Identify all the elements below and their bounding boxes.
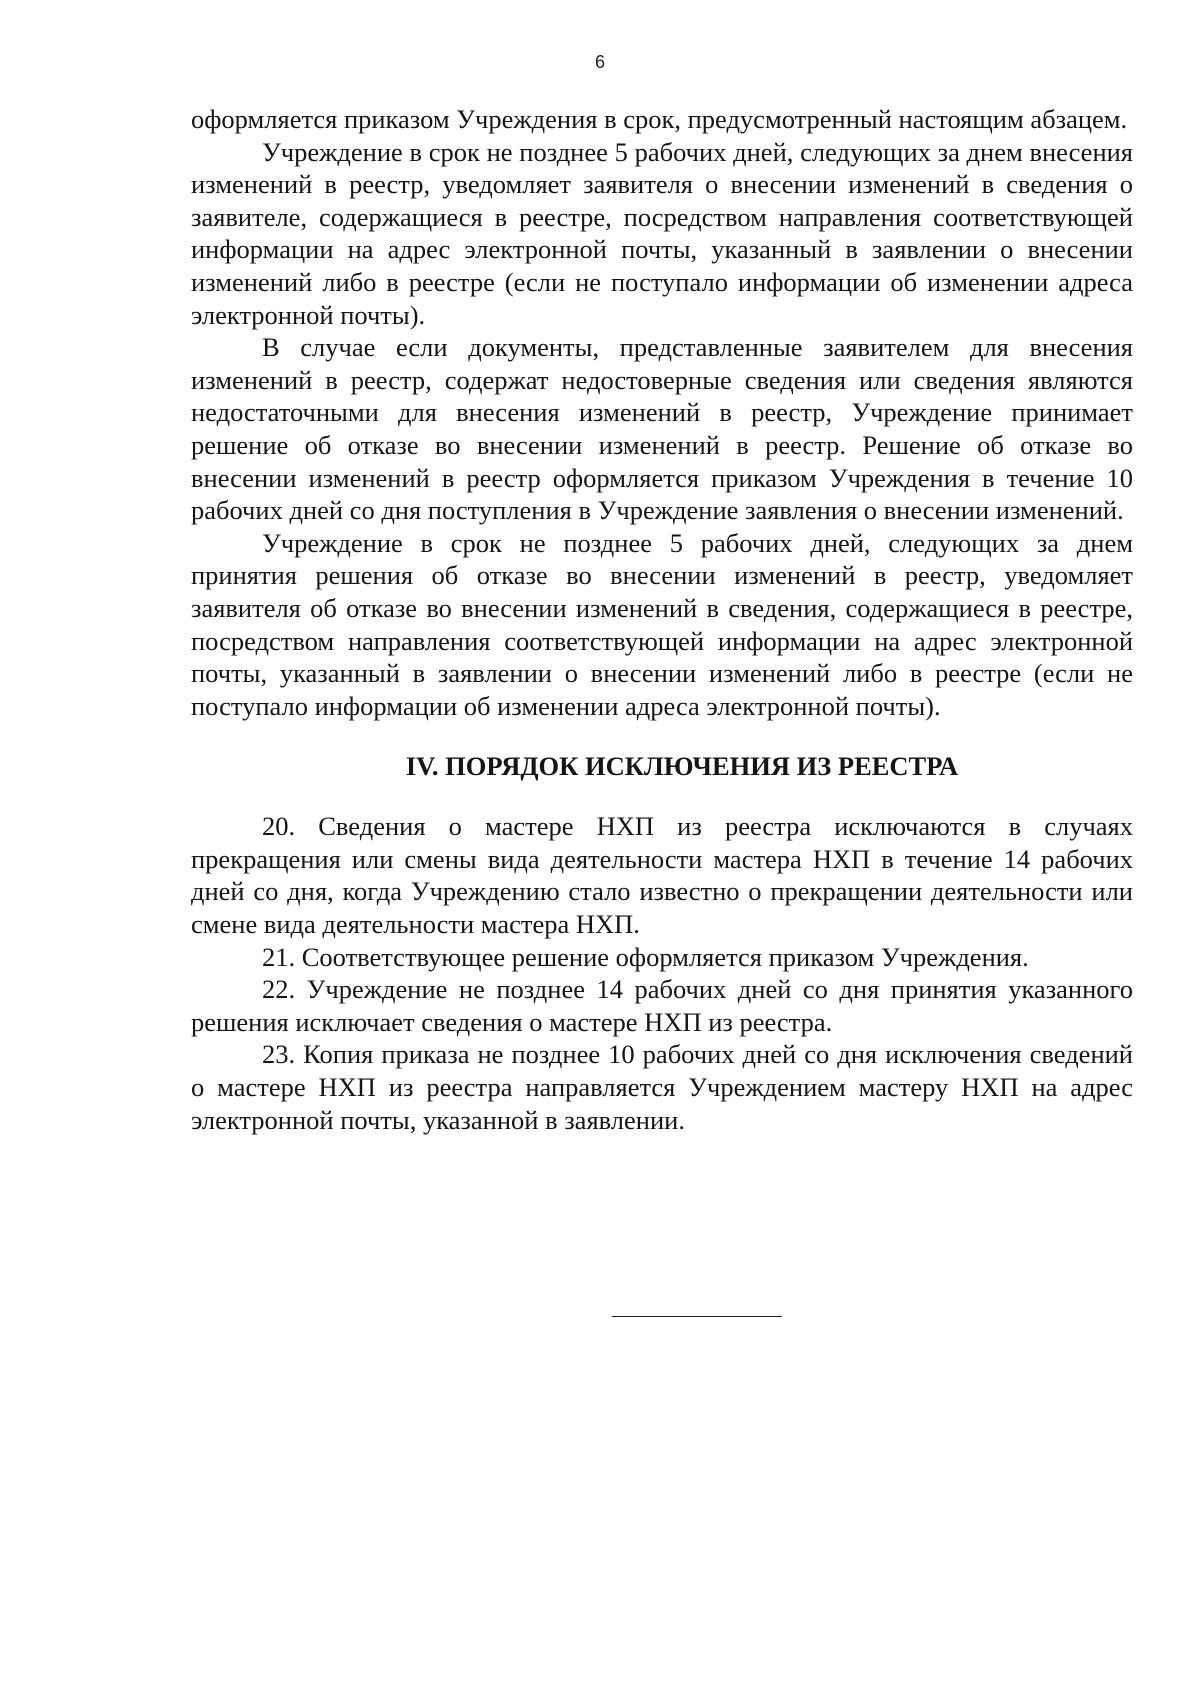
paragraph: Учреждение в срок не позднее 5 рабочих дней, следующих за днем принятия решения об отказе во внесении изменений в реестр, уведомляет заявителя об отказе во внесении изменений в сведения, содержащиеся в реестре, посредством направления соответствующей информации на адрес электронной почты, указанный в заявлении о внесении изменений либо в реестре (если не поступало информации об изменении адреса электронной почты).	[191, 527, 1133, 721]
page-number: 6	[594, 52, 605, 72]
end-of-document-rule	[612, 1316, 782, 1317]
paragraph-item-21: 21. Соответствующее решение оформляется приказом Учреждения.	[262, 941, 1029, 972]
paragraph: оформляется приказом Учреждения в срок, предусмотренный настоящим абзацем.	[191, 104, 1128, 134]
document-body	[191, 103, 1133, 1136]
paragraph-item-20: 20. Сведения о мастере НХП из реестра исключаются в случаях прекращения или смены вида деятельности мастера НХП в течение 14 рабочих дней со дня, когда Учреждению стало известно о прекращении деятельности или смене вида деятельности мастера НХП.	[191, 811, 1133, 940]
paragraphs-bottom	[191, 810, 1133, 1136]
paragraph-item-23: 23. Копия приказа не позднее 10 рабочих дней со дня исключения сведений о мастере НХП из реестра направляется Учреждением мастеру НХП на адрес электронной почты, указанной в заявлении.	[191, 1039, 1133, 1135]
paragraph: Учреждение в срок не позднее 5 рабочих дней, следующих за днем внесения изменений в реестр, уведомляет заявителя о внесении изменений в сведения о заявителе, содержащиеся в реестре, посредством направления соответствующей информации на адрес электронной почты, указанный в заявлении о внесении изменений либо в реестре (если не поступало информации об изменении адреса электронной почты).	[191, 136, 1133, 330]
paragraph: В случае если документы, представленные заявителем для внесения изменений в реестр, содержат недостоверные сведения или сведения являются недостаточными для внесения изменений в реестр, Учреждение принимает решение об отказе во внесении изменений в реестр. Решение об отказе во внесении изменений в реестр оформляется приказом Учреждения в течение 10 рабочих дней со дня поступления в Учреждение заявления о внесении изменений.	[191, 332, 1133, 526]
section-heading: IV. ПОРЯДОК ИСКЛЮЧЕНИЯ ИЗ РЕЕСТРА	[405, 751, 959, 782]
paragraphs-top	[191, 103, 1133, 722]
paragraph-item-22: 22. Учреждение не позднее 14 рабочих дней со дня принятия указанного решения исключает сведения о мастере НХП из реестра.	[191, 974, 1133, 1037]
